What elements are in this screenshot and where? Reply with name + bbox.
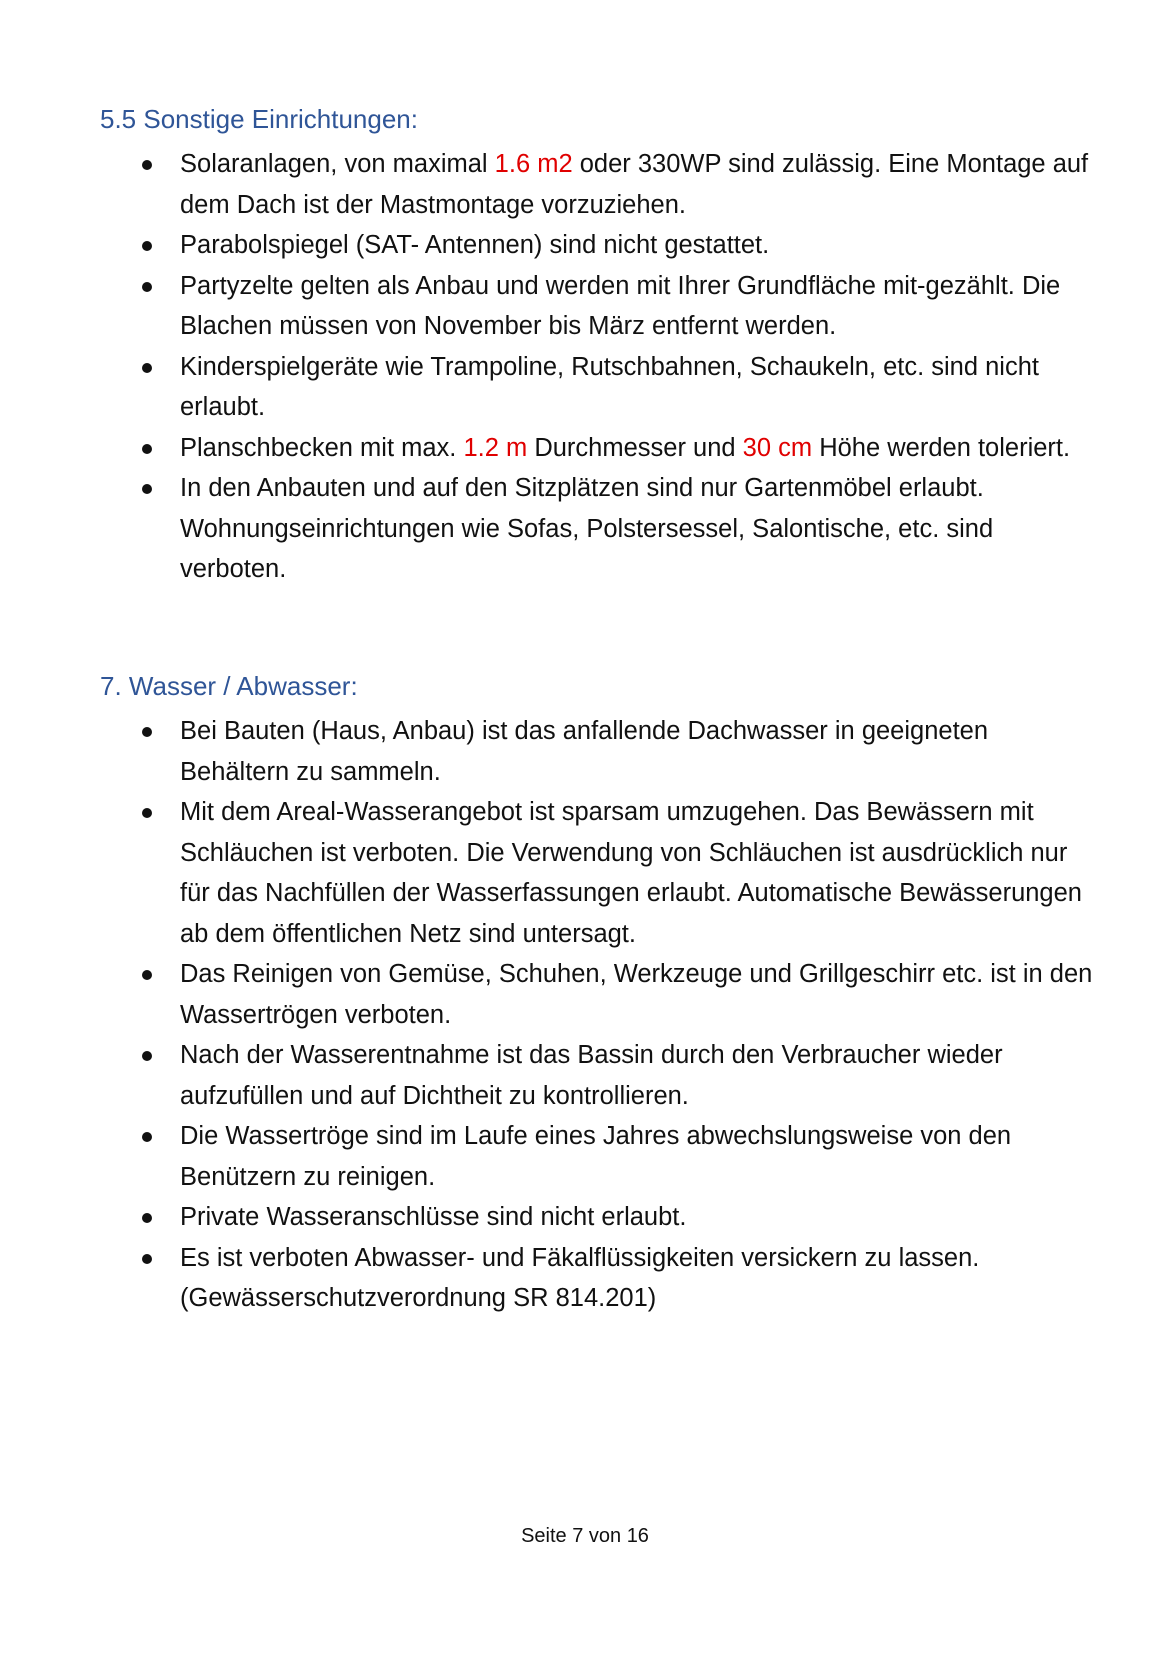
list-item xyxy=(100,1238,1100,1319)
highlight-value: 1.2 m xyxy=(463,433,528,462)
list-item xyxy=(100,347,1100,428)
list-item xyxy=(100,468,1100,590)
section-sonstige-einrichtungen xyxy=(100,98,1100,590)
item-text: Durchmesser und xyxy=(527,433,743,462)
bullet-icon xyxy=(142,363,152,373)
list-item xyxy=(100,1197,1100,1238)
list-item xyxy=(100,428,1100,469)
item-text: Es ist verboten Abwasser- und Fäkalflüssigkeiten versickern zu lassen. (Gewässerschutzverordnung SR 814.201) xyxy=(180,1243,980,1312)
list-item xyxy=(100,1116,1100,1197)
bullet-icon xyxy=(142,970,152,980)
item-text: Planschbecken mit max. xyxy=(180,433,464,462)
item-text: Bei Bauten (Haus, Anbau) ist das anfallende Dachwasser in geeigneten Behältern zu sammeln. xyxy=(180,717,989,786)
item-text: Mit dem Areal-Wasserangebot ist sparsam umzugehen. Das Bewässern mit Schläuchen ist verboten. Die Verwendung von Schläuchen ist ausdrücklich nur für das Nachfüllen der Wasserfassungen erlaubt. Automatische Bewässerungen ab dem öffentlichen Netz sind untersagt. xyxy=(180,798,1082,948)
item-text: Die Wassertröge sind im Laufe eines Jahres abwechslungsweise von den Benützern zu reinigen. xyxy=(180,1122,1012,1191)
bullet-icon xyxy=(142,1254,152,1264)
item-text: Das Reinigen von Gemüse, Schuhen, Werkzeuge und Grillgeschirr etc. ist in den Wassertrögen verboten. xyxy=(180,960,1093,1029)
bullet-icon xyxy=(142,727,152,737)
item-text: Private Wasseranschlüsse sind nicht erlaubt. xyxy=(180,1203,687,1231)
bullet-icon xyxy=(142,1132,152,1142)
section-heading: 7. Wasser / Abwasser: xyxy=(100,671,358,701)
bullet-icon xyxy=(142,444,152,454)
item-text: oder 330WP sind zulässig. Eine Montage auf dem Dach ist der Mastmontage vorzuziehen. xyxy=(180,150,1089,219)
list-item xyxy=(100,792,1100,954)
bullet-icon xyxy=(142,282,152,292)
bullet-icon xyxy=(142,1051,152,1061)
list-item xyxy=(100,954,1100,1035)
bullet-list xyxy=(100,144,1100,590)
list-item xyxy=(100,225,1100,266)
highlight-value: 30 cm xyxy=(742,433,813,462)
item-text: Partyzelte gelten als Anbau und werden mit Ihrer Grundfläche mit-gezählt. Die Blachen müssen von November bis März entfernt werden. xyxy=(180,271,1061,340)
list-item xyxy=(100,266,1100,347)
bullet-icon xyxy=(142,484,152,494)
section-wasser-abwasser xyxy=(100,665,1100,1319)
item-text: Höhe werden toleriert. xyxy=(812,433,1071,462)
section-heading: 5.5 Sonstige Einrichtungen: xyxy=(100,104,418,134)
bullet-icon xyxy=(142,160,152,170)
list-item xyxy=(100,711,1100,792)
item-text: Solaranlagen, von maximal xyxy=(180,150,495,178)
item-text: Nach der Wasserentnahme ist das Bassin durch den Verbraucher wieder aufzufüllen und auf Dichtheit zu kontrollieren. xyxy=(180,1041,1003,1110)
highlight-value: 1.6 m2 xyxy=(494,150,573,178)
page-number: Seite 7 von 16 xyxy=(521,1525,649,1547)
item-text: In den Anbauten und auf den Sitzplätzen sind nur Gartenmöbel erlaubt. Wohnungseinrichtungen wie Sofas, Polstersessel, Salontische, etc. sind verboten. xyxy=(180,474,994,583)
list-item xyxy=(100,1035,1100,1116)
bullet-icon xyxy=(142,1213,152,1223)
bullet-icon xyxy=(142,808,152,818)
item-text: Parabolspiegel (SAT- Antennen) sind nicht gestattet. xyxy=(180,231,770,259)
list-item xyxy=(100,144,1100,225)
bullet-icon xyxy=(142,241,152,251)
item-text: Kinderspielgeräte wie Trampoline, Rutschbahnen, Schaukeln, etc. sind nicht erlaubt. xyxy=(180,352,1039,421)
bullet-list xyxy=(100,711,1100,1319)
